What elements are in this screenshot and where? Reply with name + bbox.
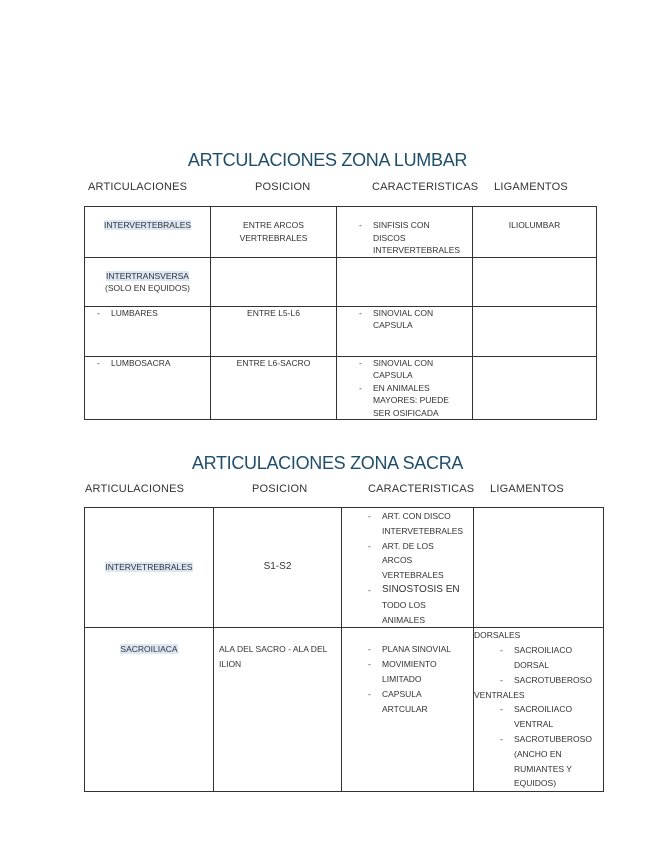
- cell-posicion: [211, 257, 337, 306]
- car-text: ANIMALES: [382, 614, 425, 625]
- list-item: [364, 657, 473, 687]
- list-item: [355, 357, 472, 382]
- list-item: [355, 307, 472, 332]
- lig-text: - SACROTUBEROSO: [514, 733, 592, 744]
- art-label: INTERVERTEBRALES: [103, 220, 192, 230]
- list-item: [496, 673, 603, 688]
- cell-ligamentos: [474, 508, 604, 628]
- cell-posicion: [211, 356, 337, 420]
- lig-text: (ANCHO EN: [514, 748, 562, 759]
- pos-text: VERTREBRALES: [239, 232, 308, 243]
- cell-articulacion: [85, 628, 214, 792]
- lig-text: VENTRAL: [514, 719, 554, 730]
- cell-articulacion: [85, 356, 211, 420]
- cell-caracteristicas: [342, 508, 474, 628]
- car-text: TODO LOS: [382, 599, 426, 610]
- lumbar-header-ligamentos: LIGAMENTOS: [494, 181, 568, 193]
- list-item: [364, 583, 473, 627]
- pos-text: S1-S2: [263, 561, 292, 573]
- cell-caracteristicas: [337, 207, 473, 258]
- lumbar-table: [84, 206, 597, 420]
- art-note: (SOLO EN EQUIDOS): [104, 283, 190, 293]
- car-text: CAPSULA: [373, 320, 413, 330]
- lig-text: ILIOLUMBAR: [508, 220, 561, 230]
- lumbar-header-articulaciones: ARTICULACIONES: [88, 181, 188, 193]
- car-text: DISCOS: [373, 232, 406, 243]
- cell-ligamentos: [473, 257, 597, 306]
- lig-text: - SACROTUBEROSO: [514, 674, 592, 685]
- pos-text: ALA DEL SACRO - ALA DEL: [219, 644, 328, 655]
- sacra-header-ligamentos: LIGAMENTOS: [490, 483, 564, 495]
- car-text: - SINOSTOSIS EN: [382, 583, 460, 595]
- car-text: - ART. CON DISCO: [382, 511, 451, 521]
- car-text: CAPSULA: [373, 370, 413, 380]
- sacra-table: [84, 507, 604, 792]
- cell-articulacion: [85, 257, 211, 306]
- sacra-header-caracteristicas: CARACTERISTICAS: [368, 483, 475, 495]
- car-text: ARTCULAR: [382, 703, 428, 714]
- lig-group-label: VENTRALES: [474, 689, 525, 700]
- table-row: [85, 257, 597, 306]
- cell-posicion: [211, 306, 337, 356]
- lumbar-title: ARTCULACIONES ZONA LUMBAR: [187, 150, 468, 170]
- pos-text: ENTRE ARCOS: [243, 220, 304, 230]
- lumbar-header-caracteristicas: CARACTERISTICAS: [372, 181, 479, 193]
- car-text: - SINFISIS CON: [373, 220, 430, 230]
- lig-text: EQUIDOS): [514, 778, 557, 789]
- list-item: [355, 382, 472, 420]
- pos-text: ENTRE L5-L6: [247, 307, 300, 318]
- list-item: [93, 307, 210, 320]
- car-text: LIMITADO: [382, 673, 422, 684]
- art-label: SACROILIACA: [120, 644, 178, 655]
- sacra-title: ARTICULACIONES ZONA SACRA: [191, 453, 464, 473]
- list-item: [364, 539, 473, 583]
- art-label: LUMBARES: [111, 307, 158, 318]
- cell-ligamentos: [473, 207, 597, 258]
- sacra-header-articulaciones: ARTICULACIONES: [85, 483, 185, 495]
- list-item: [364, 509, 473, 539]
- list-item: [364, 642, 473, 657]
- list-item: [496, 702, 603, 732]
- art-label: INTERVETREBRALES: [105, 562, 193, 573]
- table-row: [85, 306, 597, 356]
- cell-ligamentos: [473, 306, 597, 356]
- car-text: - MOVIMIENTO: [382, 659, 437, 670]
- car-text: - SINOVIAL CON: [373, 307, 434, 318]
- lig-text: DORSAL: [514, 659, 549, 670]
- list-item: [364, 687, 473, 717]
- cell-caracteristicas: [337, 306, 473, 356]
- car-text: VERTEBRALES: [382, 570, 444, 581]
- car-text: - PLANA SINOVIAL: [382, 644, 451, 655]
- car-text: - ART. DE LOS: [382, 540, 434, 551]
- table-row: [85, 356, 597, 420]
- car-text: - EN ANIMALES: [373, 382, 430, 393]
- cell-ligamentos: [474, 628, 604, 792]
- car-text: INTERVERTEBRALES: [373, 245, 461, 255]
- list-item: [93, 357, 210, 370]
- art-label: INTERTRANSVERSA: [106, 270, 189, 281]
- car-text: - CAPSULA: [382, 688, 422, 699]
- lig-group-label: DORSALES: [474, 630, 521, 641]
- pos-text: ENTRE L6-SACRO: [236, 357, 311, 368]
- cell-caracteristicas: [342, 628, 474, 792]
- cell-caracteristicas: [337, 257, 473, 306]
- list-item: [355, 219, 472, 257]
- car-text: SER OSIFICADA: [373, 407, 439, 418]
- list-item: [496, 732, 603, 791]
- cell-posicion: [211, 207, 337, 258]
- table-row: [85, 628, 604, 792]
- car-text: - SINOVIAL CON: [373, 357, 434, 368]
- cell-posicion: [214, 628, 342, 792]
- cell-posicion: [214, 508, 342, 628]
- cell-caracteristicas: [337, 356, 473, 420]
- lig-text: - SACROILIACO: [514, 645, 573, 656]
- list-item: [496, 643, 603, 673]
- art-label: LUMBOSACRA: [111, 357, 171, 368]
- car-text: MAYORES: PUEDE: [373, 395, 449, 405]
- car-text: ARCOS: [382, 555, 413, 566]
- lig-text: - SACROILIACO: [514, 704, 573, 715]
- table-row: [85, 207, 597, 258]
- cell-ligamentos: [473, 356, 597, 420]
- lig-text: RUMIANTES Y: [514, 763, 572, 774]
- pos-text: ILION: [219, 659, 242, 670]
- cell-articulacion: [85, 306, 211, 356]
- cell-articulacion: [85, 207, 211, 258]
- lumbar-header-posicion: POSICION: [255, 181, 311, 193]
- table-row: [85, 508, 604, 628]
- sacra-header-posicion: POSICION: [252, 483, 308, 495]
- car-text: INTERVETEBRALES: [382, 525, 464, 536]
- cell-articulacion: [85, 508, 214, 628]
